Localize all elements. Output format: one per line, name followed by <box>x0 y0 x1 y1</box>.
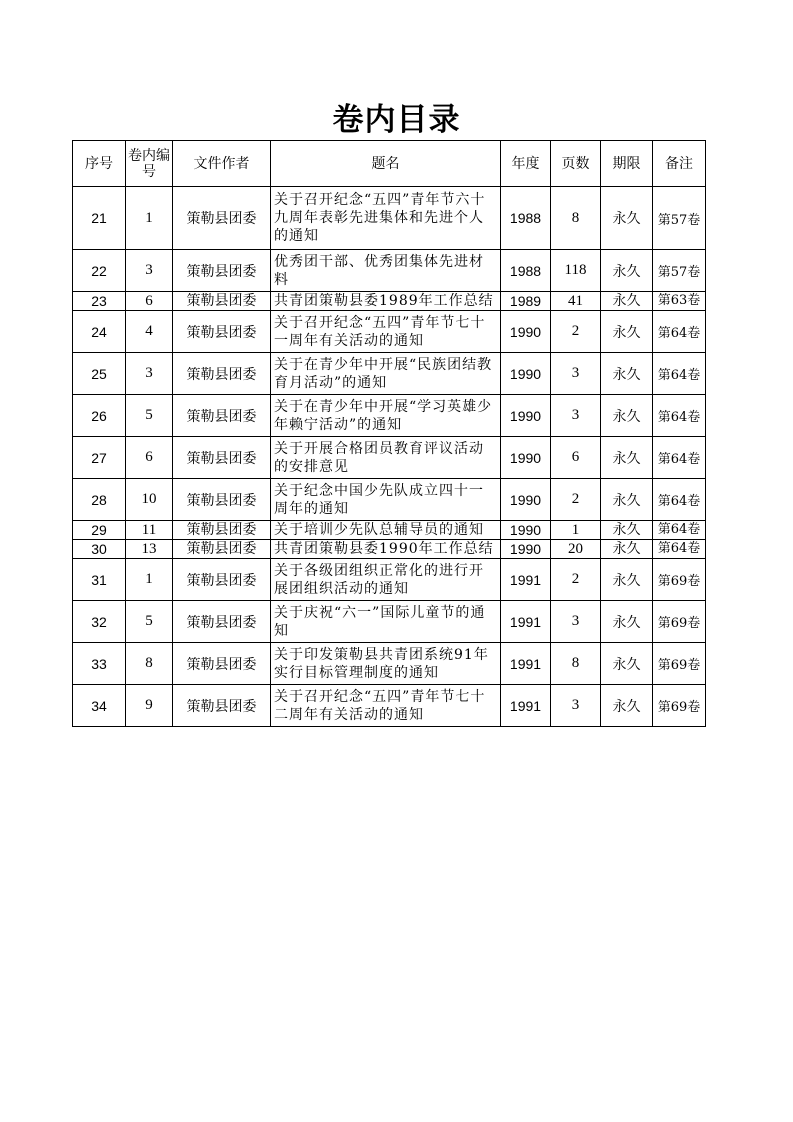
cell-year: 1988 <box>501 250 551 292</box>
cell-seq: 32 <box>73 601 126 643</box>
cell-seq: 26 <box>73 395 126 437</box>
table-row <box>73 250 706 292</box>
cell-name: 关于各级团组织正常化的进行开展团组织活动的通知 <box>271 559 501 601</box>
cell-pages: 8 <box>551 643 601 685</box>
cell-term: 永久 <box>601 437 653 479</box>
cell-term: 永久 <box>601 311 653 353</box>
cell-year: 1990 <box>501 437 551 479</box>
cell-vol-no: 5 <box>126 601 173 643</box>
cell-note: 第69卷 <box>653 685 706 727</box>
cell-year: 1990 <box>501 479 551 521</box>
table-row <box>73 187 706 250</box>
cell-pages: 2 <box>551 479 601 521</box>
cell-year: 1990 <box>501 311 551 353</box>
catalog-table <box>72 140 706 727</box>
cell-vol-no: 8 <box>126 643 173 685</box>
cell-author: 策勒县团委 <box>173 479 271 521</box>
table-row <box>73 685 706 727</box>
cell-pages: 20 <box>551 540 601 559</box>
table-row <box>73 540 706 559</box>
cell-term: 永久 <box>601 559 653 601</box>
cell-seq: 31 <box>73 559 126 601</box>
cell-note: 第64卷 <box>653 521 706 540</box>
cell-vol-no: 6 <box>126 292 173 311</box>
cell-vol-no: 1 <box>126 559 173 601</box>
table-row <box>73 311 706 353</box>
cell-name: 关于召开纪念“五四”青年节七十一周年有关活动的通知 <box>271 311 501 353</box>
cell-pages: 8 <box>551 187 601 250</box>
cell-author: 策勒县团委 <box>173 292 271 311</box>
cell-name: 优秀团干部、优秀团集体先进材料 <box>271 250 501 292</box>
cell-pages: 3 <box>551 395 601 437</box>
header-note: 备注 <box>653 141 706 187</box>
cell-term: 永久 <box>601 540 653 559</box>
cell-author: 策勒县团委 <box>173 540 271 559</box>
cell-author: 策勒县团委 <box>173 521 271 540</box>
cell-seq: 27 <box>73 437 126 479</box>
cell-term: 永久 <box>601 395 653 437</box>
cell-term: 永久 <box>601 292 653 311</box>
cell-author: 策勒县团委 <box>173 353 271 395</box>
cell-seq: 33 <box>73 643 126 685</box>
table-row <box>73 521 706 540</box>
cell-seq: 25 <box>73 353 126 395</box>
header-year: 年度 <box>501 141 551 187</box>
cell-pages: 6 <box>551 437 601 479</box>
cell-author: 策勒县团委 <box>173 437 271 479</box>
cell-pages: 3 <box>551 685 601 727</box>
cell-seq: 21 <box>73 187 126 250</box>
cell-term: 永久 <box>601 250 653 292</box>
cell-vol-no: 6 <box>126 437 173 479</box>
cell-year: 1990 <box>501 540 551 559</box>
cell-year: 1990 <box>501 521 551 540</box>
cell-author: 策勒县团委 <box>173 601 271 643</box>
header-pages: 页数 <box>551 141 601 187</box>
cell-pages: 2 <box>551 559 601 601</box>
cell-year: 1991 <box>501 643 551 685</box>
page-title: 卷内目录 <box>332 102 461 138</box>
cell-note: 第64卷 <box>653 311 706 353</box>
cell-pages: 3 <box>551 353 601 395</box>
cell-vol-no: 4 <box>126 311 173 353</box>
cell-year: 1991 <box>501 601 551 643</box>
table-row <box>73 559 706 601</box>
cell-vol-no: 9 <box>126 685 173 727</box>
cell-term: 永久 <box>601 685 653 727</box>
cell-name: 共青团策勒县委1989年工作总结 <box>271 292 501 311</box>
cell-note: 第63卷 <box>653 292 706 311</box>
cell-vol-no: 10 <box>126 479 173 521</box>
cell-pages: 41 <box>551 292 601 311</box>
cell-author: 策勒县团委 <box>173 187 271 250</box>
cell-term: 永久 <box>601 353 653 395</box>
table-row <box>73 643 706 685</box>
cell-seq: 24 <box>73 311 126 353</box>
cell-author: 策勒县团委 <box>173 685 271 727</box>
cell-seq: 29 <box>73 521 126 540</box>
table-row <box>73 292 706 311</box>
cell-note: 第64卷 <box>653 540 706 559</box>
cell-seq: 22 <box>73 250 126 292</box>
cell-term: 永久 <box>601 643 653 685</box>
cell-year: 1991 <box>501 559 551 601</box>
cell-pages: 118 <box>551 250 601 292</box>
cell-name: 关于纪念中国少先队成立四十一周年的通知 <box>271 479 501 521</box>
cell-seq: 30 <box>73 540 126 559</box>
table-row <box>73 601 706 643</box>
cell-note: 第69卷 <box>653 643 706 685</box>
cell-note: 第69卷 <box>653 559 706 601</box>
cell-vol-no: 5 <box>126 395 173 437</box>
cell-author: 策勒县团委 <box>173 559 271 601</box>
cell-year: 1991 <box>501 685 551 727</box>
cell-name: 关于印发策勒县共青团系统91年实行目标管理制度的通知 <box>271 643 501 685</box>
cell-year: 1990 <box>501 353 551 395</box>
cell-year: 1989 <box>501 292 551 311</box>
header-author: 文件作者 <box>173 141 271 187</box>
cell-author: 策勒县团委 <box>173 311 271 353</box>
cell-author: 策勒县团委 <box>173 395 271 437</box>
cell-pages: 2 <box>551 311 601 353</box>
cell-note: 第64卷 <box>653 479 706 521</box>
cell-author: 策勒县团委 <box>173 250 271 292</box>
cell-vol-no: 3 <box>126 250 173 292</box>
header-term: 期限 <box>601 141 653 187</box>
table-row <box>73 437 706 479</box>
header-name: 题名 <box>271 141 501 187</box>
table-row <box>73 395 706 437</box>
cell-note: 第57卷 <box>653 250 706 292</box>
cell-seq: 28 <box>73 479 126 521</box>
cell-term: 永久 <box>601 187 653 250</box>
header-vol-no: 卷内编号 <box>126 141 173 187</box>
cell-name: 关于在青少年中开展“学习英雄少年赖宁活动”的通知 <box>271 395 501 437</box>
table-row <box>73 479 706 521</box>
cell-vol-no: 13 <box>126 540 173 559</box>
cell-vol-no: 1 <box>126 187 173 250</box>
cell-name: 共青团策勒县委1990年工作总结 <box>271 540 501 559</box>
cell-name: 关于召开纪念“五四”青年节六十九周年表彰先进集体和先进个人的通知 <box>271 187 501 250</box>
cell-name: 关于培训少先队总辅导员的通知 <box>271 521 501 540</box>
cell-author: 策勒县团委 <box>173 643 271 685</box>
cell-seq: 23 <box>73 292 126 311</box>
cell-note: 第64卷 <box>653 437 706 479</box>
cell-note: 第64卷 <box>653 353 706 395</box>
header-row <box>73 141 706 187</box>
table-row <box>73 353 706 395</box>
cell-year: 1988 <box>501 187 551 250</box>
cell-term: 永久 <box>601 479 653 521</box>
cell-name: 关于庆祝“六一”国际儿童节的通知 <box>271 601 501 643</box>
header-seq: 序号 <box>73 141 126 187</box>
cell-term: 永久 <box>601 521 653 540</box>
cell-note: 第69卷 <box>653 601 706 643</box>
cell-pages: 1 <box>551 521 601 540</box>
cell-note: 第64卷 <box>653 395 706 437</box>
cell-year: 1990 <box>501 395 551 437</box>
cell-vol-no: 3 <box>126 353 173 395</box>
cell-note: 第57卷 <box>653 187 706 250</box>
cell-vol-no: 11 <box>126 521 173 540</box>
cell-term: 永久 <box>601 601 653 643</box>
cell-pages: 3 <box>551 601 601 643</box>
cell-name: 关于在青少年中开展“民族团结教育月活动”的通知 <box>271 353 501 395</box>
cell-name: 关于开展合格团员教育评议活动的安排意见 <box>271 437 501 479</box>
cell-name: 关于召开纪念“五四”青年节七十二周年有关活动的通知 <box>271 685 501 727</box>
cell-seq: 34 <box>73 685 126 727</box>
